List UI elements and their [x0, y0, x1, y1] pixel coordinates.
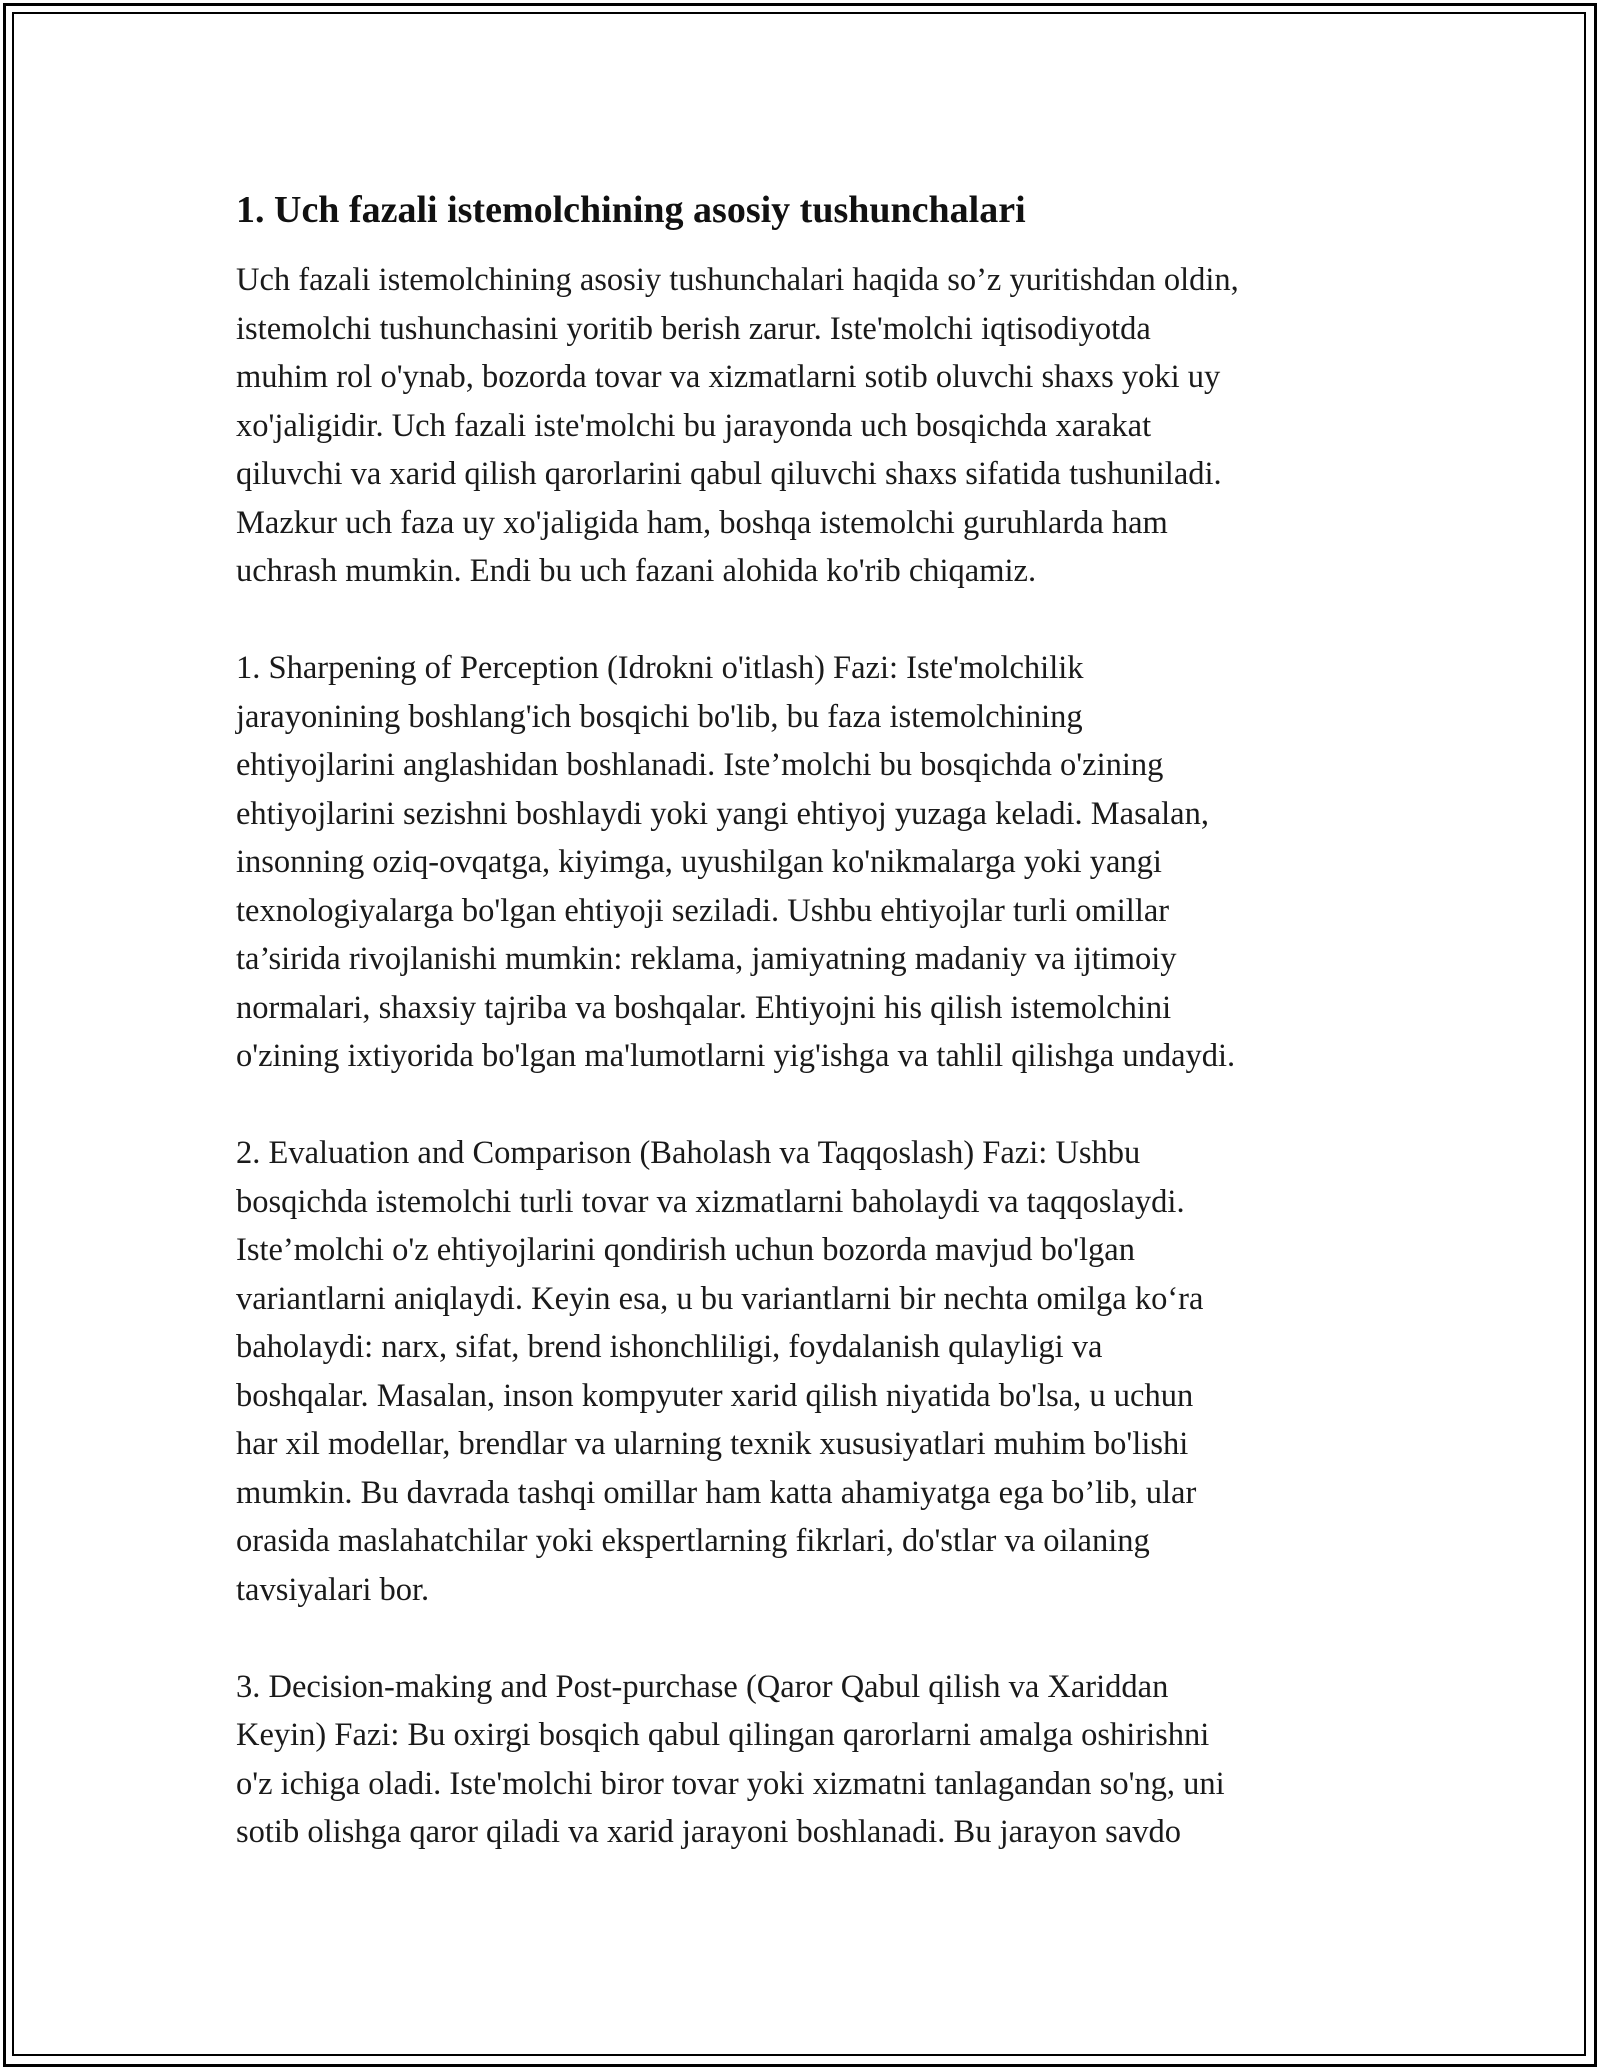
- text-line: jarayonining boshlang'ich bosqichi bo'lib, bu faza istemolchining: [236, 698, 1083, 735]
- paragraph-4: [236, 1663, 1396, 1857]
- text-line: uchrash mumkin. Endi bu uch fazani alohida ko'rib chiqamiz.: [236, 553, 1037, 589]
- text-line: 2. Evaluation and Comparison (Baholash va Taqqoslash) Fazi: Ushbu: [236, 1135, 1141, 1171]
- text-line: qiluvchi va xarid qilish qarorlarini qabul qiluvchi shaxs sifatida tushuniladi.: [236, 456, 1222, 492]
- text-line: 1. Sharpening of Perception (Idrokni o'itlash) Fazi: Iste'molchilik: [236, 650, 1084, 686]
- text-line: variantlarni aniqlaydi. Keyin esa, u bu variantlarni bir nechta omilga ko‘ra: [236, 1280, 1204, 1317]
- text-line: baholaydi: narx, sifat, brend ishonchliligi, foydalanish qulayligi va: [236, 1329, 1103, 1365]
- text-line: boshqalar. Masalan, inson kompyuter xarid qilish niyatida bo'lsa, u uchun: [236, 1377, 1194, 1414]
- text-line: istemolchi tushunchasini yoritib berish zarur. Iste'molchi iqtisodiyotda: [236, 310, 1151, 347]
- text-line: normalari, shaxsiy tajriba va boshqalar. Ehtiyojni his qilish istemolchini: [236, 989, 1172, 1026]
- text-line: Keyin) Fazi: Bu oxirgi bosqich qabul qilingan qarorlarni amalga oshirishni: [236, 1717, 1210, 1753]
- text-line: Mazkur uch faza uy xo'jaligida ham, boshqa istemolchi guruhlarda ham: [236, 504, 1168, 541]
- text-line: ehtiyojlarini sezishni boshlaydi yoki yangi ehtiyoj yuzaga keladi. Masalan,: [236, 795, 1209, 832]
- text-line: xo'jaligidir. Uch fazali iste'molchi bu jarayonda uch bosqichda xarakat: [236, 407, 1152, 444]
- text-line: muhim rol o'ynab, bozorda tovar va xizmatlarni sotib oluvchi shaxs yoki uy: [236, 359, 1221, 395]
- section-heading: 1. Uch fazali istemolchining asosiy tushunchalari: [236, 189, 1026, 231]
- paragraph-1: [236, 256, 1396, 596]
- text-line: har xil modellar, brendlar va ularning texnik xususiyatlari muhim bo'lishi: [236, 1426, 1189, 1462]
- text-line: mumkin. Bu davrada tashqi omillar ham katta ahamiyatga ega bo’lib, ular: [236, 1474, 1197, 1511]
- text-line: orasida maslahatchilar yoki ekspertlarning fikrlari, do'stlar va oilaning: [236, 1523, 1150, 1559]
- text-line: sotib olishga qaror qiladi va xarid jarayoni boshlanadi. Bu jarayon savdo: [236, 1814, 1181, 1850]
- text-line: ta’sirida rivojlanishi mumkin: reklama, jamiyatning madaniy va ijtimoiy: [236, 941, 1177, 977]
- text-line: ehtiyojlarini anglashidan boshlanadi. Iste’molchi bu bosqichda o'zining: [236, 747, 1164, 783]
- paragraph-3: [236, 1129, 1396, 1614]
- text-line: o'z ichiga oladi. Iste'molchi biror tovar yoki xizmatni tanlagandan so'ng, uni: [236, 1765, 1225, 1802]
- document-body: [236, 186, 1396, 1905]
- text-line: Iste’molchi o'z ehtiyojlarini qondirish uchun bozorda mavjud bo'lgan: [236, 1232, 1135, 1268]
- paragraph-2: [236, 644, 1396, 1081]
- text-line: 3. Decision-making and Post-purchase (Qaror Qabul qilish va Xariddan: [236, 1668, 1169, 1705]
- paragraphs-container: [236, 256, 1396, 1857]
- text-line: Uch fazali istemolchining asosiy tushunchalari haqida so’z yuritishdan oldin,: [236, 262, 1239, 298]
- text-line: texnologiyalarga bo'lgan ehtiyoji seziladi. Ushbu ehtiyojlar turli omillar: [236, 892, 1170, 929]
- text-line: o'zining ixtiyorida bo'lgan ma'lumotlarni yig'ishga va tahlil qilishga undaydi.: [236, 1038, 1236, 1074]
- text-line: bosqichda istemolchi turli tovar va xizmatlarni baholaydi va taqqoslaydi.: [236, 1183, 1185, 1220]
- text-line: insonning oziq-ovqatga, kiyimga, uyushilgan ko'nikmalarga yoki yangi: [236, 844, 1162, 880]
- text-line: tavsiyalari bor.: [236, 1571, 430, 1608]
